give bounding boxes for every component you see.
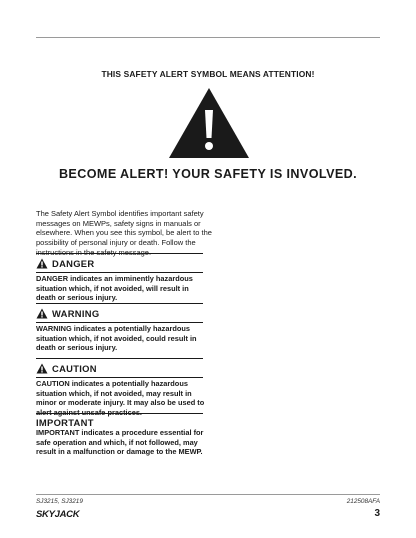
model-numbers: SJ3215, SJ3219	[36, 498, 83, 505]
caution-title: CAUTION	[52, 362, 97, 374]
caution-text: CAUTION indicates a potentially hazardous situation which, if not avoided, may result in minor or moderate injury. It may also be used to alert against unsafe practices.	[36, 379, 205, 417]
page-number: 3	[374, 508, 380, 519]
danger-section	[36, 253, 206, 303]
danger-text: DANGER indicates an imminently hazardous situation which, if not avoided, will result in death or serious injury.	[36, 274, 193, 303]
top-divider	[36, 37, 380, 38]
warning-text: WARNING indicates a potentially hazardous situation which, if not avoided, could result in death or serious injury.	[36, 324, 197, 353]
warning-title: WARNING	[52, 307, 100, 319]
safety-alert-icon	[167, 86, 251, 160]
section-rule	[36, 272, 203, 273]
section-rule	[36, 322, 203, 323]
intro-paragraph: The Safety Alert Symbol identifies important safety messages on MEWPs, safety signs in manuals or elsewhere. When you see this symbol, be alert to the possibility of personal injury or death. Follow the instructions in the safety message.	[36, 209, 212, 257]
caution-section	[36, 358, 206, 417]
attention-heading: THIS SAFETY ALERT SYMBOL MEANS ATTENTION!	[101, 69, 315, 79]
important-title: IMPORTANT	[36, 417, 94, 428]
warning-triangle-icon	[36, 363, 48, 374]
warning-triangle-icon	[36, 308, 48, 319]
part-number: 212508AFA	[346, 498, 380, 505]
section-rule	[36, 377, 203, 378]
important-text: IMPORTANT indicates a procedure essential for safe operation and which, if not followed, may result in a malfunction or damage to the MEWP.	[36, 428, 204, 457]
warning-triangle-icon	[36, 258, 48, 269]
page-headline: BECOME ALERT! YOUR SAFETY IS INVOLVED.	[58, 167, 358, 181]
footer-divider	[36, 494, 380, 495]
warning-section	[36, 303, 206, 353]
danger-title: DANGER	[52, 257, 95, 269]
important-section	[36, 413, 206, 457]
brand-logo: SKYJACK	[36, 509, 80, 520]
